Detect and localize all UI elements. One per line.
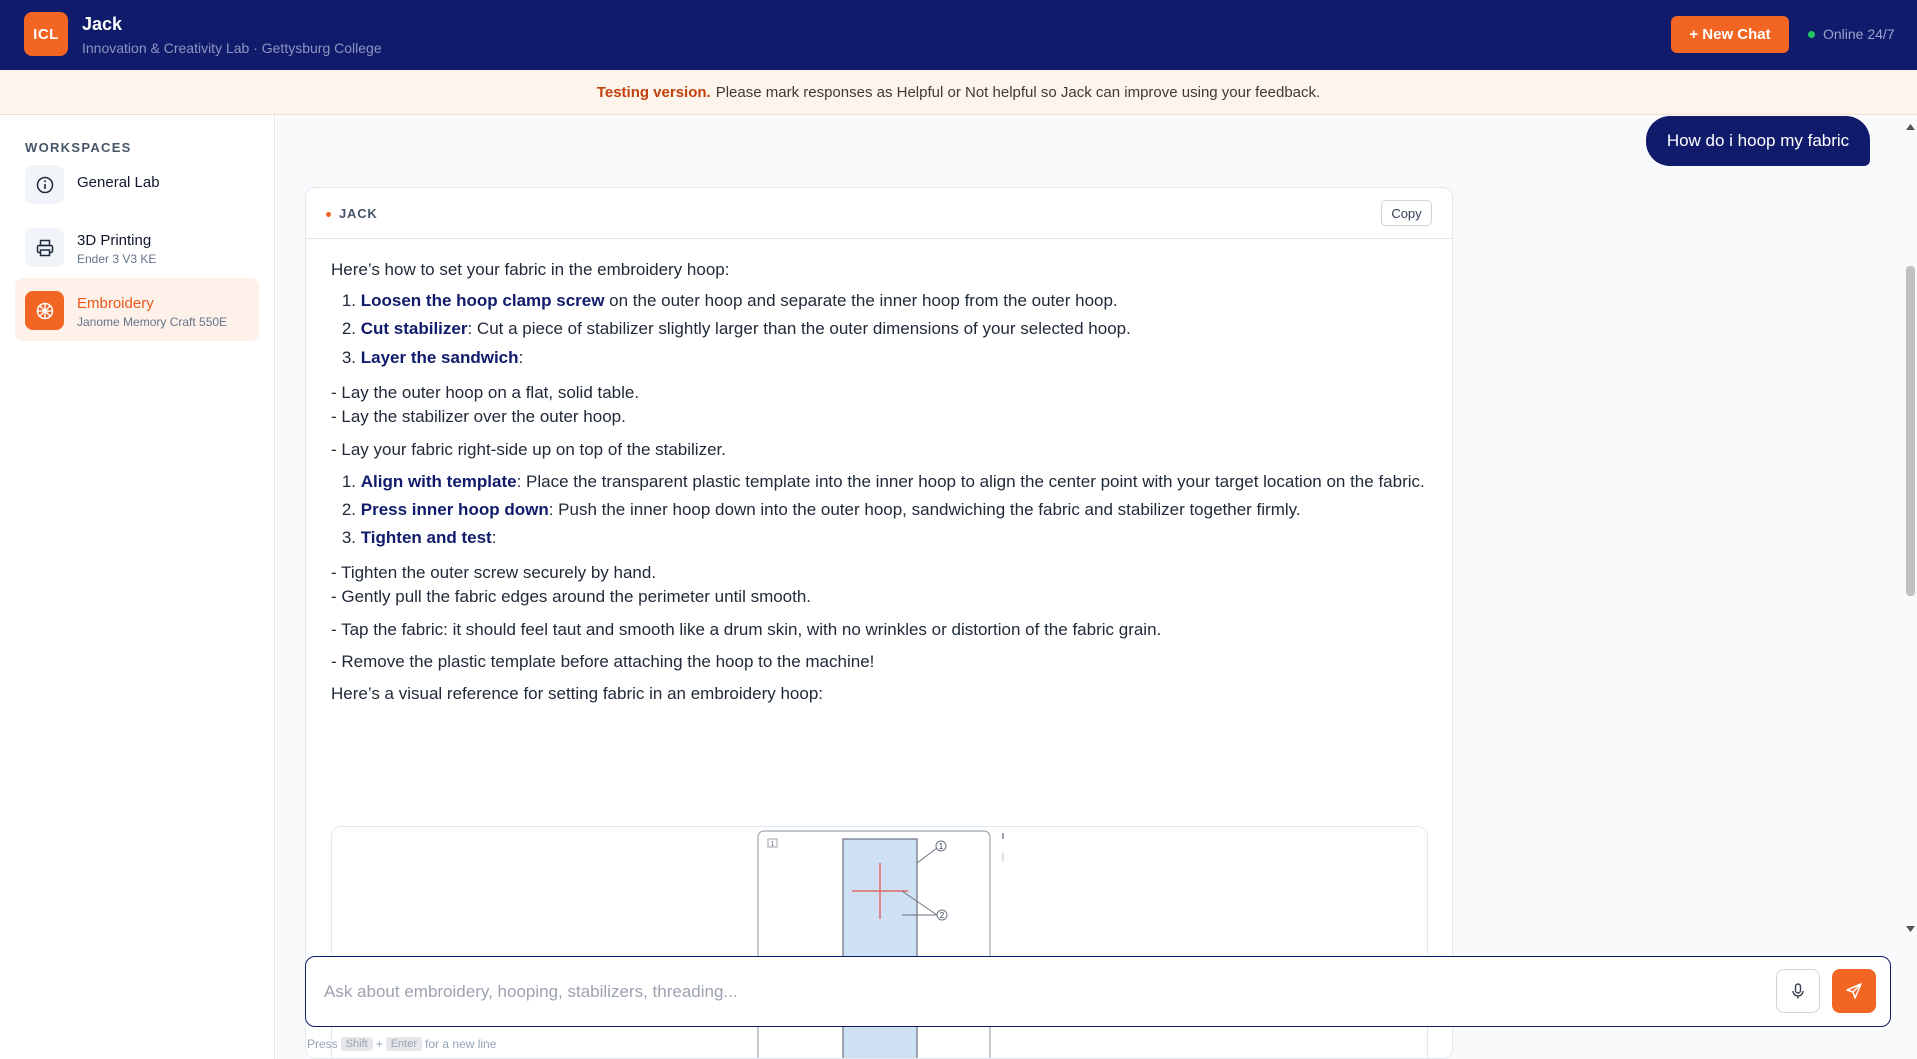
sidebar-item-sub: Ender 3 V3 KE	[77, 252, 157, 266]
chat-area	[276, 115, 1917, 1059]
app-logo: ICL	[24, 12, 68, 56]
app-title: Jack	[82, 14, 123, 34]
hint-text: Press	[307, 1037, 338, 1051]
sidebar-item-label: Embroidery	[77, 295, 154, 312]
hint-text: for a new line	[425, 1037, 497, 1051]
sidebar	[0, 115, 275, 1059]
printer-icon	[25, 228, 64, 267]
figure-callout-1: 1	[938, 842, 944, 851]
sub-item: - Lay the outer hoop on a flat, solid table.	[331, 383, 640, 402]
sub-item: - Gently pull the fabric edges around the perimeter until smooth.	[331, 587, 812, 606]
testing-banner	[0, 70, 1917, 115]
banner-bold: Testing version.	[596, 83, 711, 101]
list-item: 1. Loosen the hoop clamp screw on the outer hoop and separate the inner hoop from the outer hoop.	[341, 291, 1118, 310]
list-item: 3. Layer the sandwich:	[341, 348, 524, 367]
list-item: 1. Align with template: Place the transparent plastic template into the inner hoop to align the center point with your target location on the fabric.	[341, 472, 1425, 491]
intro-text: Here’s how to set your fabric in the embroidery hoop:	[331, 260, 730, 279]
app-subtitle: Innovation & Creativity Lab · Gettysburg College	[82, 40, 382, 56]
sidebar-item-embroidery[interactable]	[15, 278, 259, 341]
visual-intro-text: Here’s a visual reference for setting fabric in an embroidery hoop:	[331, 684, 823, 703]
sidebar-item-sub: Janome Memory Craft 550E	[77, 315, 228, 329]
scroll-up-arrow-icon[interactable]	[1904, 120, 1917, 134]
composer-hint	[307, 1037, 496, 1051]
copy-button[interactable]: Copy	[1381, 200, 1432, 226]
microphone-icon	[1789, 982, 1807, 1000]
shift-key: Shift	[341, 1037, 373, 1051]
info-icon	[25, 165, 64, 204]
online-status	[1808, 26, 1895, 42]
assistant-dot-icon	[326, 212, 331, 217]
sub-item: - Lay your fabric right-side up on top of the stabilizer.	[331, 440, 726, 459]
sidebar-item-label: General Lab	[77, 174, 160, 191]
scroll-down-arrow-icon[interactable]	[1904, 922, 1917, 936]
app-header	[0, 0, 1917, 70]
sub-item: - Remove the plastic template before attaching the hoop to the machine!	[331, 652, 875, 671]
assistant-label: JACK	[339, 206, 378, 221]
sub-item: - Lay the stabilizer over the outer hoop.	[331, 407, 626, 426]
send-icon	[1845, 982, 1863, 1000]
hint-plus: +	[375, 1037, 383, 1051]
microphone-button[interactable]	[1776, 969, 1820, 1013]
scrollbar-thumb[interactable]	[1906, 266, 1915, 596]
list-item: 2. Press inner hoop down: Push the inner hoop down into the outer hoop, sandwiching the fabric and stabilizer together firmly.	[341, 500, 1301, 519]
list-item: 3. Tighten and test:	[341, 528, 497, 547]
chat-composer	[305, 956, 1891, 1027]
sidebar-item-general-lab[interactable]	[15, 152, 259, 215]
sub-item: - Tighten the outer screw securely by hand.	[331, 563, 657, 582]
figure-callout-2: 2	[939, 911, 945, 920]
enter-key: Enter	[386, 1037, 422, 1051]
workspaces-heading: WORKSPACES	[25, 140, 132, 155]
assistant-message-header	[306, 188, 1453, 239]
new-chat-button[interactable]: + New Chat	[1671, 16, 1789, 53]
figure-corner-label: 1	[770, 841, 775, 848]
embroidery-icon	[25, 291, 64, 330]
sidebar-item-3d-printing[interactable]	[15, 215, 259, 278]
sub-item: - Tap the fabric: it should feel taut and smooth like a drum skin, with no wrinkles or distortion of the fabric grain.	[331, 620, 1162, 639]
sidebar-item-label: 3D Printing	[77, 232, 152, 249]
user-message: How do i hoop my fabric	[1646, 116, 1870, 166]
online-status-text: Online 24/7	[1823, 26, 1895, 42]
list-item: 2. Cut stabilizer: Cut a piece of stabilizer slightly larger than the outer dimensions of your selected hoop.	[341, 319, 1131, 338]
send-button[interactable]	[1832, 969, 1876, 1013]
online-dot-icon	[1808, 31, 1815, 38]
chat-input[interactable]	[324, 979, 1724, 1005]
banner-text: Please mark responses as Helpful or Not helpful so Jack can improve using your feedback.	[715, 83, 1321, 101]
assistant-message-card	[305, 187, 1453, 1059]
